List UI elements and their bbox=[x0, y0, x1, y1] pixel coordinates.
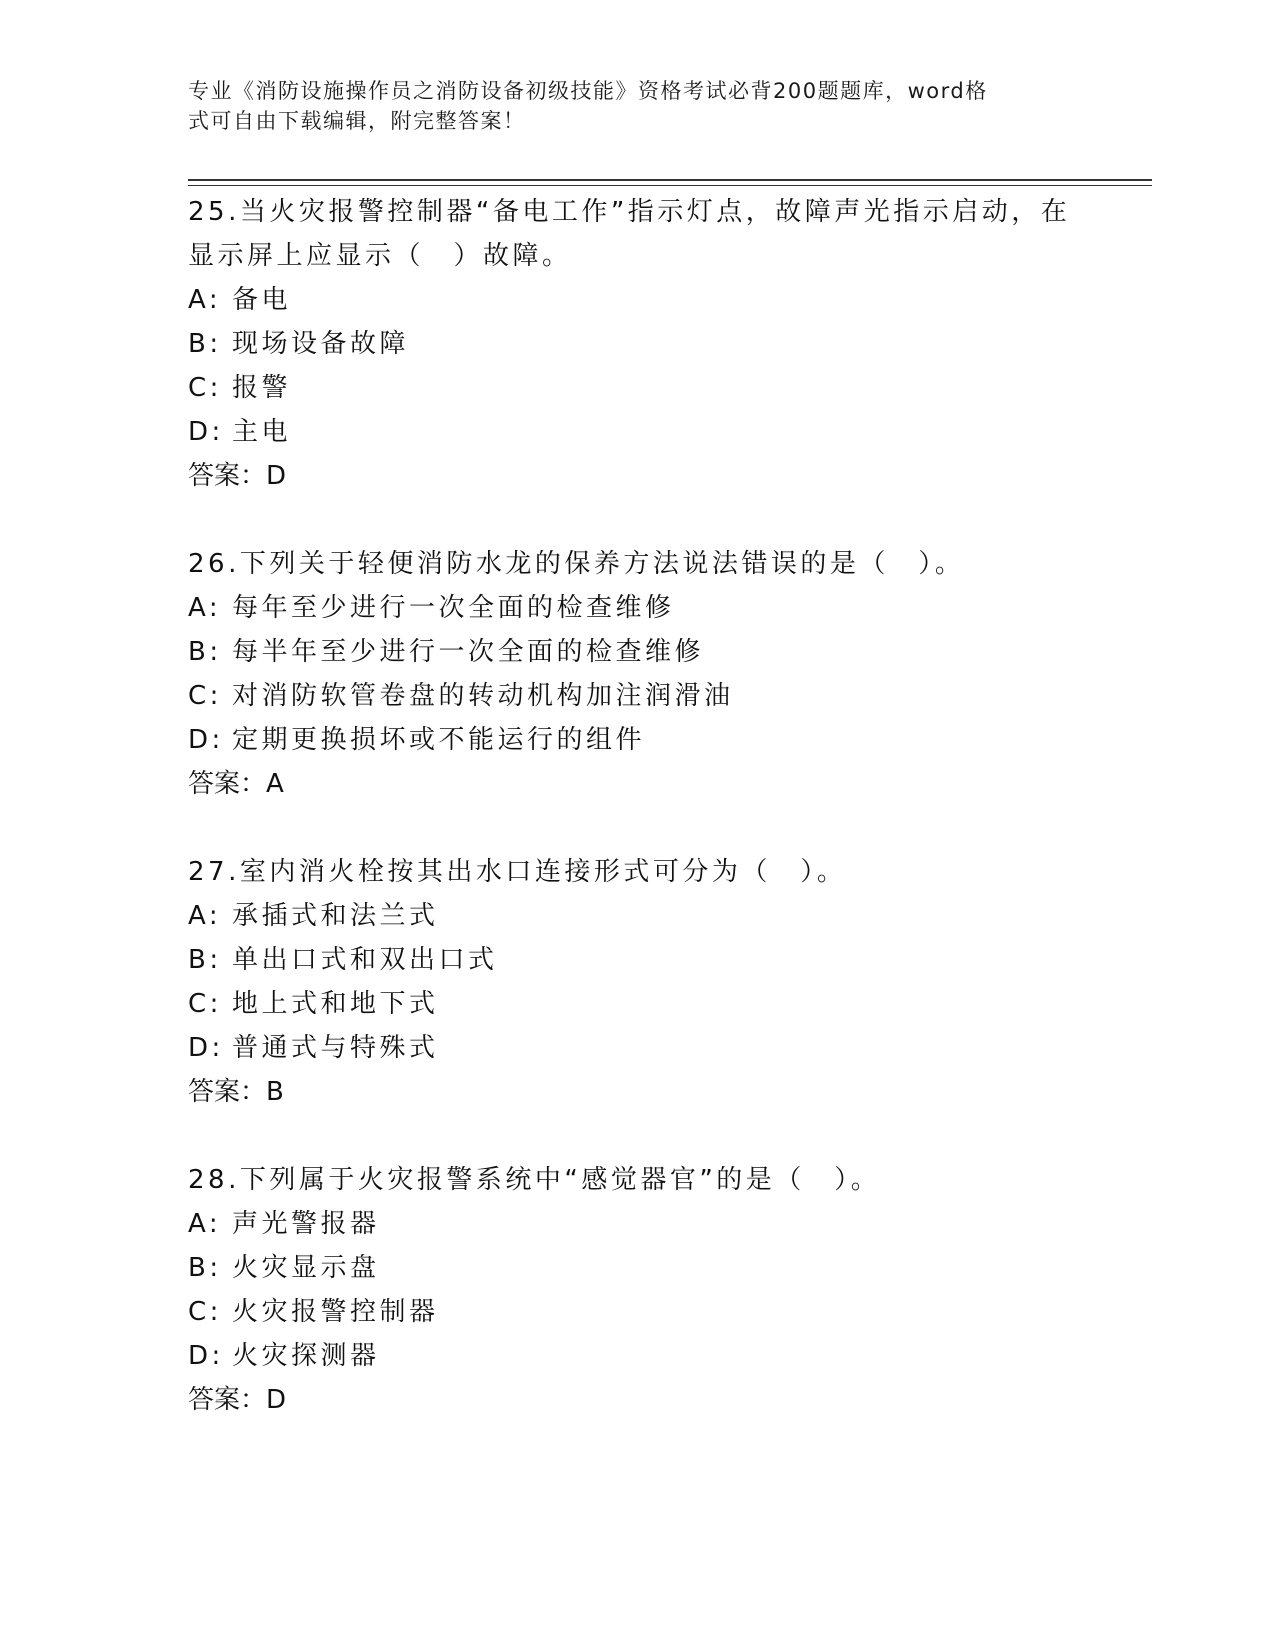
option-text: 普通式与特殊式 bbox=[232, 1033, 439, 1063]
option-c bbox=[188, 674, 1088, 718]
option-letter: B: bbox=[188, 637, 222, 667]
option-a bbox=[188, 1202, 1088, 1246]
option-letter: C: bbox=[188, 989, 222, 1019]
question-stem-line: 显示屏上应显示（ ）故障。 bbox=[188, 241, 572, 271]
option-letter: D: bbox=[188, 1033, 224, 1063]
question-26 bbox=[188, 542, 1088, 806]
option-text: 火灾显示盘 bbox=[232, 1253, 380, 1283]
option-letter: C: bbox=[188, 1297, 222, 1327]
option-b bbox=[188, 322, 1088, 366]
answer-line: 答案：D bbox=[188, 461, 287, 491]
option-a bbox=[188, 894, 1088, 938]
answer-line: 答案：B bbox=[188, 1077, 284, 1107]
option-letter: D: bbox=[188, 1341, 224, 1371]
question-27 bbox=[188, 850, 1088, 1114]
option-letter: B: bbox=[188, 329, 222, 359]
option-text: 定期更换损坏或不能运行的组件 bbox=[232, 725, 646, 755]
option-letter: D: bbox=[188, 725, 224, 755]
option-c bbox=[188, 1290, 1088, 1334]
option-text: 声光警报器 bbox=[232, 1209, 380, 1239]
option-text: 火灾报警控制器 bbox=[232, 1297, 439, 1327]
option-letter: B: bbox=[188, 945, 222, 975]
option-letter: A: bbox=[188, 1209, 222, 1239]
option-text: 每半年至少进行一次全面的检查维修 bbox=[232, 637, 705, 667]
option-a bbox=[188, 586, 1088, 630]
question-stem-line: 27.室内消火栓按其出水口连接形式可分为（ ）。 bbox=[188, 857, 847, 887]
option-d bbox=[188, 1334, 1088, 1378]
option-letter: A: bbox=[188, 285, 222, 315]
option-c bbox=[188, 366, 1088, 410]
header-divider-thin bbox=[188, 185, 1152, 186]
option-text: 备电 bbox=[232, 285, 292, 315]
question-28 bbox=[188, 1158, 1088, 1422]
option-letter: C: bbox=[188, 373, 222, 403]
header-line-1: 专业《消防设施操作员之消防设备初级技能》资格考试必背200题题库，word格 bbox=[188, 79, 988, 103]
option-text: 火灾探测器 bbox=[232, 1341, 380, 1371]
option-b bbox=[188, 1246, 1088, 1290]
answer-line: 答案：A bbox=[188, 769, 284, 799]
option-text: 单出口式和双出口式 bbox=[232, 945, 498, 975]
option-text: 承插式和法兰式 bbox=[232, 901, 439, 931]
option-letter: A: bbox=[188, 593, 222, 623]
option-c bbox=[188, 982, 1088, 1026]
question-25 bbox=[188, 190, 1088, 498]
option-d bbox=[188, 1026, 1088, 1070]
question-stem-line: 28.下列属于火灾报警系统中“感觉器官”的是（ ）。 bbox=[188, 1165, 881, 1195]
option-letter: B: bbox=[188, 1253, 222, 1283]
option-b bbox=[188, 630, 1088, 674]
document-header bbox=[188, 76, 1068, 136]
option-text: 对消防软管卷盘的转动机构加注润滑油 bbox=[232, 681, 734, 711]
option-text: 每年至少进行一次全面的检查维修 bbox=[232, 593, 675, 623]
option-text: 地上式和地下式 bbox=[232, 989, 439, 1019]
question-stem-line: 25.当火灾报警控制器“备电工作”指示灯点，故障声光指示启动，在 bbox=[188, 197, 1071, 227]
option-text: 报警 bbox=[232, 373, 292, 403]
question-list bbox=[188, 190, 1088, 1466]
option-letter: D: bbox=[188, 417, 224, 447]
option-letter: C: bbox=[188, 681, 222, 711]
option-d bbox=[188, 410, 1088, 454]
option-letter: A: bbox=[188, 901, 222, 931]
header-divider-thick bbox=[188, 179, 1152, 181]
question-stem-line: 26.下列关于轻便消防水龙的保养方法说法错误的是（ ）。 bbox=[188, 549, 965, 579]
option-d bbox=[188, 718, 1088, 762]
answer-line: 答案：D bbox=[188, 1385, 287, 1415]
option-b bbox=[188, 938, 1088, 982]
option-text: 主电 bbox=[232, 417, 292, 447]
option-a bbox=[188, 278, 1088, 322]
option-text: 现场设备故障 bbox=[232, 329, 410, 359]
header-line-2: 式可自由下载编辑，附完整答案！ bbox=[188, 109, 526, 133]
